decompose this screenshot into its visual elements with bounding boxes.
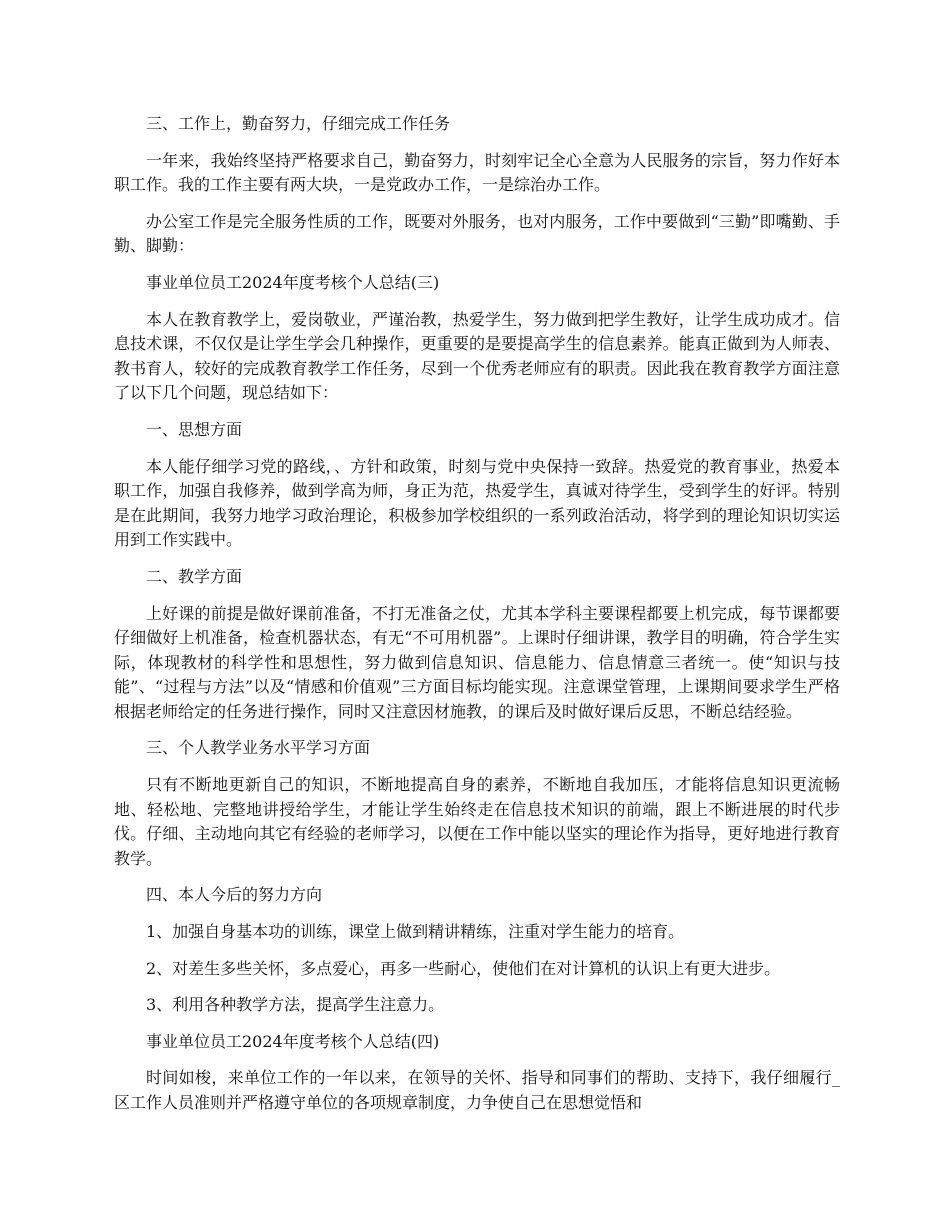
section-heading-teaching: 二、教学方面: [146, 566, 243, 586]
paragraph-teaching: 上好课的前提是做好课前准备，不打无准备之仗，尤其本学科主要课程都要上机完成，每节课都要仔细做好上机准备，检查机器状态，有无“不可用机器”。上课时仔细讲课，教学目的明确，符合学生实际，体现教材的科学性和思想性，努力做到信息知识、信息能力、信息情意三者统一。使“知识与技能”、“过程与方法”以及“情感和价值观”三方面目标均能实现。注意课堂管理，上课期间要求学生严格根据老师给定的任务进行操作，同时又注意因材施教，的课后及时做好课后反思，不断总结经验。: [114, 603, 840, 721]
paragraph-year-review: 时间如梭，来单位工作的一年以来，在领导的关怀、指导和同事们的帮助、支持下，我仔细履行_区工作人员准则并严格遵守单位的各项规章制度，力争使自己在思想觉悟和: [114, 1068, 840, 1112]
list-item-3: 3、利用各种教学方法，提高学生注意力。: [146, 995, 445, 1015]
list-item-1: 1、加强自身基本功的训练，课堂上做到精讲精练，注重对学生能力的培育。: [146, 922, 685, 942]
paragraph-ideology: 本人能仔细学习党的路线，、方针和政策，时刻与党中央保持一致辞。热爱党的教育事业，热爱本职工作，加强自我修养，做到学高为师，身正为范，热爱学生，真诚对待学生，受到学生的好评。特别是在此期间，我努力地学习政治理论，积极参加学校组织的一系列政治活动，将学到的理论知识切实运用到工作实践中。: [114, 456, 840, 550]
section-heading-ideology: 一、思想方面: [146, 419, 243, 439]
section-heading-study: 三、个人教学业务水平学习方面: [146, 738, 371, 758]
paragraph-work-overview: 一年来，我始终坚持严格要求自己，勤奋努力，时刻牢记全心全意为人民服务的宗旨，努力作好本职工作。我的工作主要有两大块，一是党政办工作，一是综治办工作。: [114, 150, 840, 195]
section-heading-work: 三、工作上，勤奋努力，仔细完成工作任务: [146, 114, 451, 133]
paragraph-teaching-intro: 本人在教育教学上，爱岗敬业，严谨治教，热爱学生，努力做到把学生教好，让学生成功成才。信息技术课，不仅仅是让学生学会几种操作，更重要的是要提高学生的信息素养。能真正做到为人师表、教书育人，较好的完成教育教学工作任务，尽到一个优秀老师应有的职责。因此我在教育教学方面注意了以下几个问题，现总结如下：: [114, 309, 840, 403]
summary-title-three: 事业单位员工2024年度考核个人总结(三): [146, 272, 440, 292]
paragraph-office-work: 办公室工作是完全服务性质的工作，既要对外服务，也对内服务，工作中要做到“三勤”即嘴勤、手勤、脚勤：: [114, 211, 840, 256]
list-item-2: 2、对差生多些关怀，多点爱心，再多一些耐心，使他们在对计算机的认识上有更大进步。: [146, 958, 781, 978]
section-heading-direction: 四、本人今后的努力方向: [146, 885, 323, 905]
paragraph-study: 只有不断地更新自己的知识，不断地提高自身的素养，不断地自我加压，才能将信息知识更流畅地、轻松地、完整地讲授给学生，才能让学生始终走在信息技术知识的前端，跟上不断进展的时代步伐。仔细、主动地向其它有经验的老师学习，以便在工作中能以坚实的理论作为指导，更好地进行教育教学。: [114, 775, 840, 868]
summary-title-four: 事业单位员工2024年度考核个人总结(四): [146, 1031, 440, 1051]
